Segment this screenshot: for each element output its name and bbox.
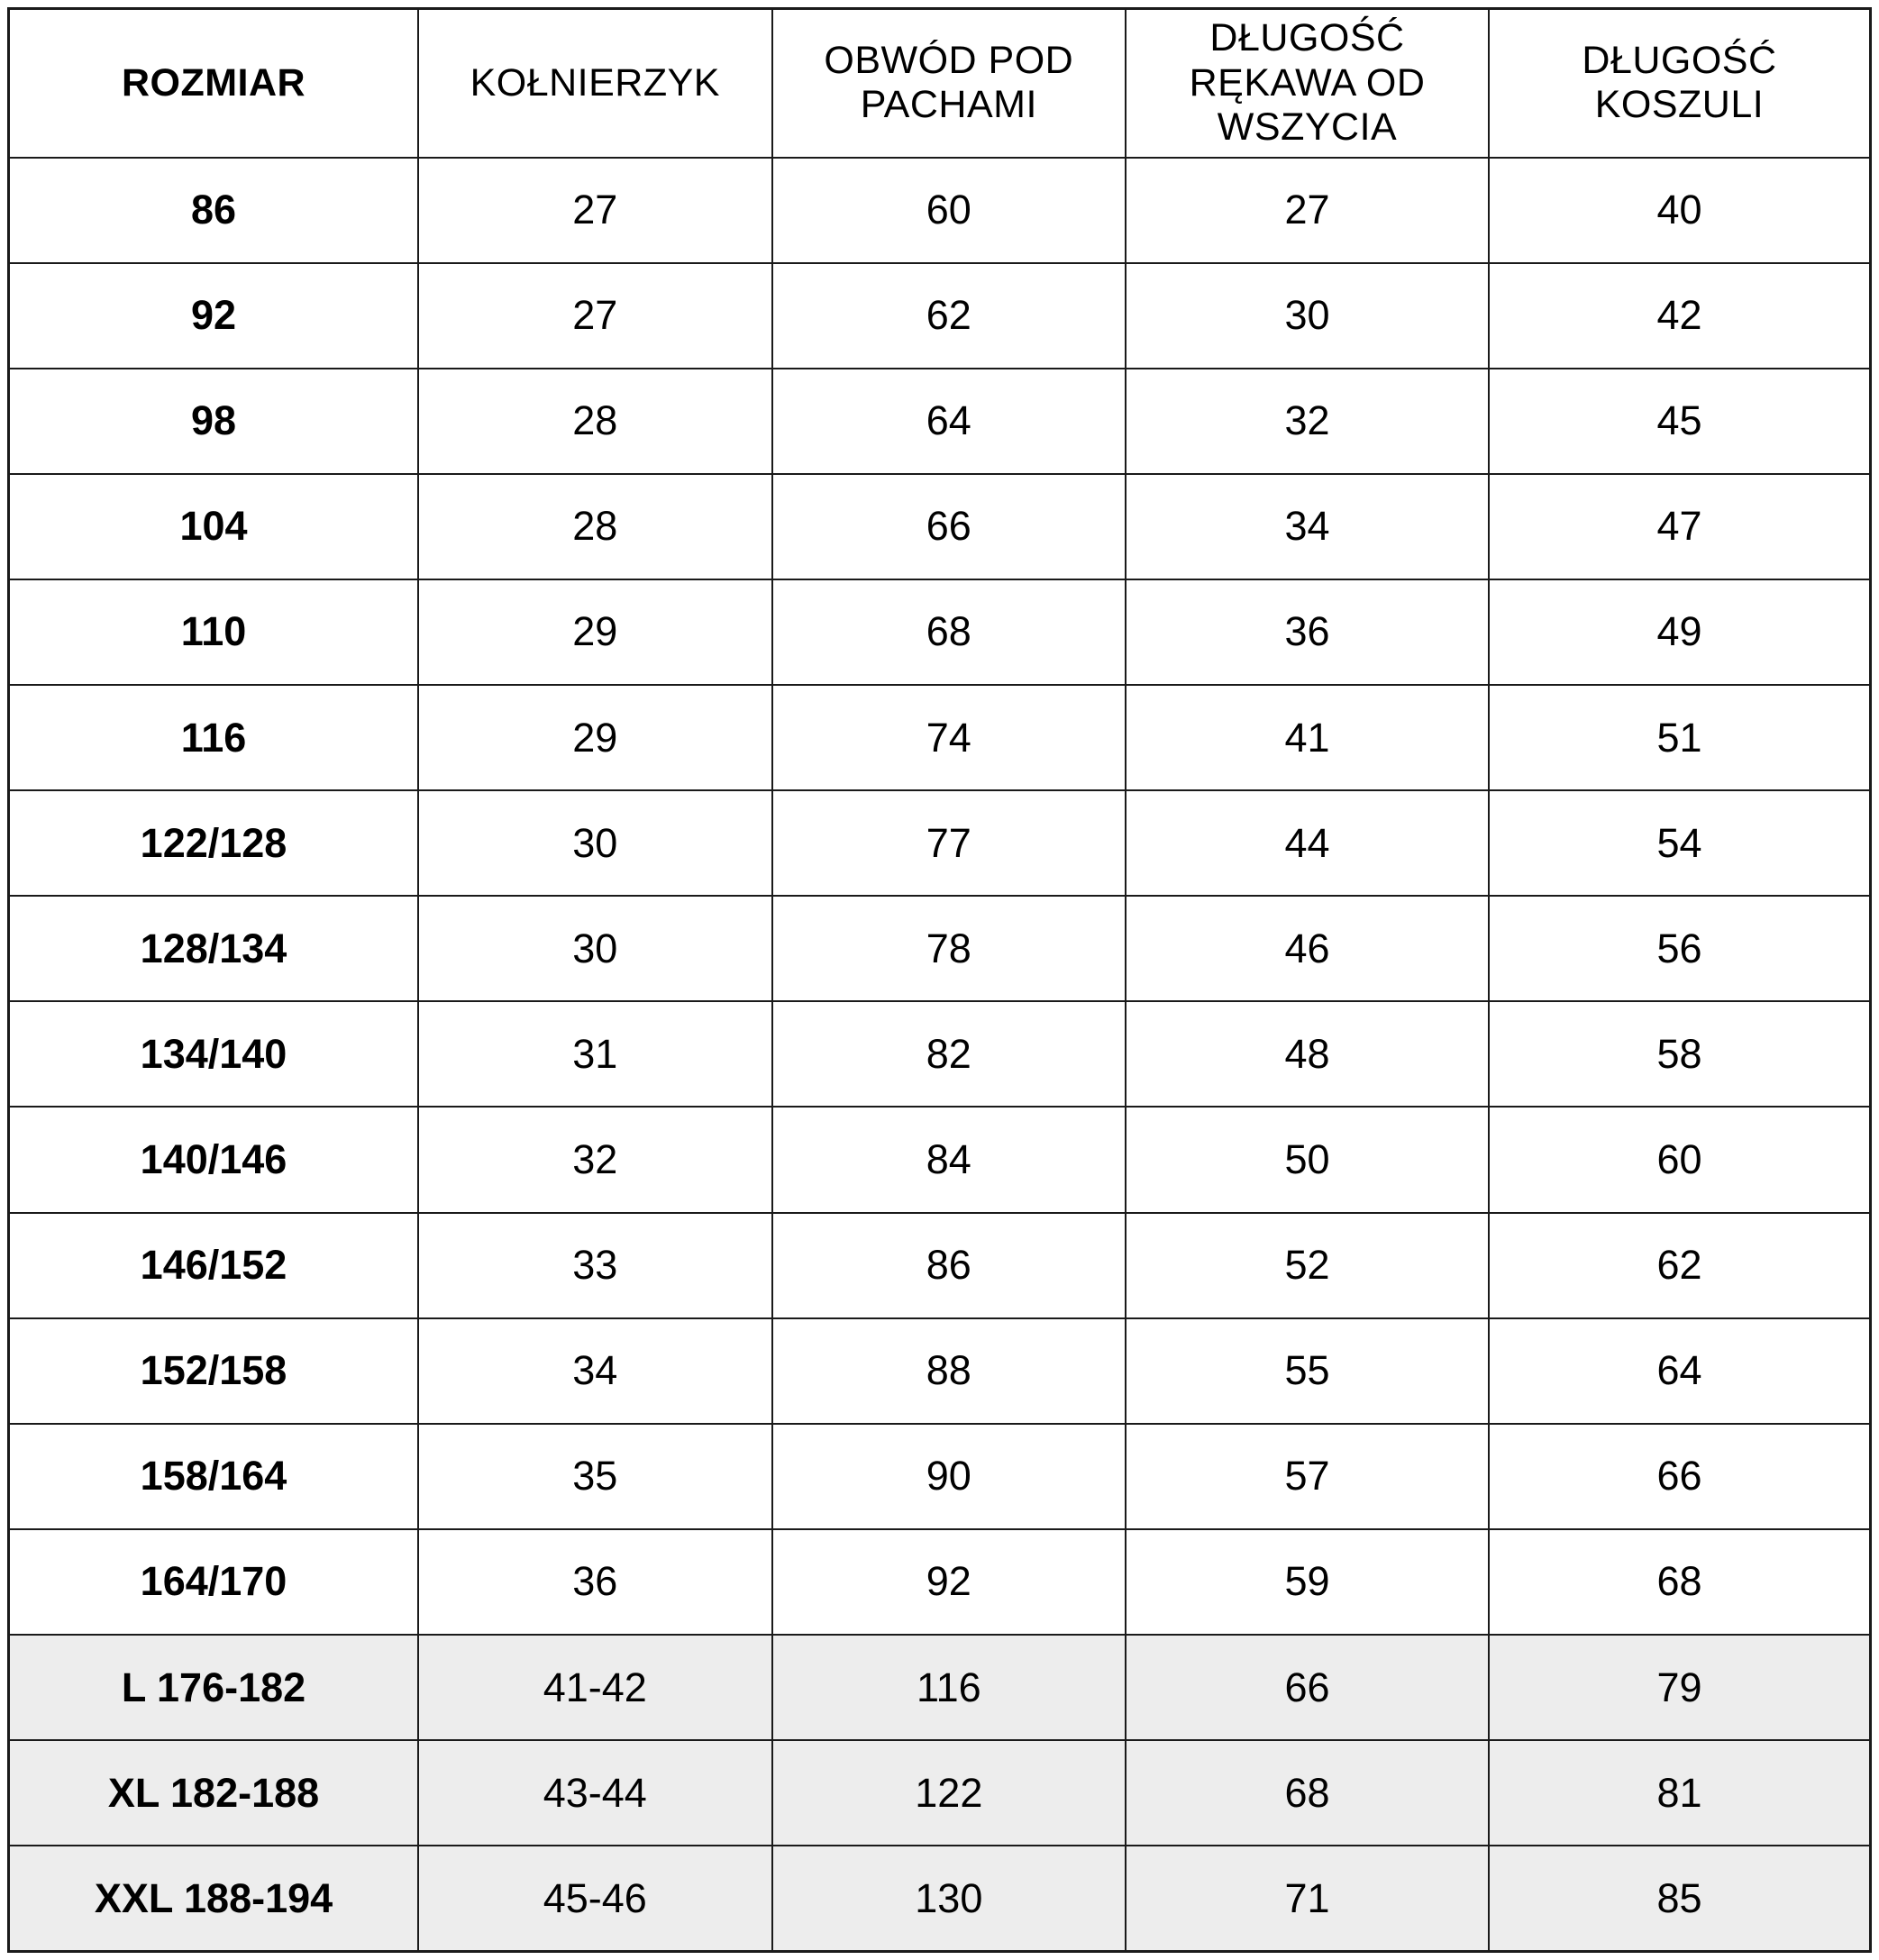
- value-cell: 30: [418, 896, 772, 1001]
- value-cell: 122: [772, 1740, 1126, 1846]
- size-cell: 116: [9, 685, 419, 790]
- value-cell: 78: [772, 896, 1126, 1001]
- size-cell: 122/128: [9, 790, 419, 896]
- value-cell: 52: [1126, 1213, 1489, 1318]
- table-row: [9, 790, 1871, 896]
- value-cell: 64: [772, 369, 1126, 474]
- value-cell: 34: [1126, 474, 1489, 579]
- value-cell: 50: [1126, 1107, 1489, 1212]
- value-cell: 32: [418, 1107, 772, 1212]
- size-cell: XXL 188-194: [9, 1846, 419, 1951]
- value-cell: 56: [1489, 896, 1871, 1001]
- size-cell: 164/170: [9, 1529, 419, 1635]
- value-cell: 57: [1126, 1424, 1489, 1529]
- value-cell: 45-46: [418, 1846, 772, 1951]
- value-cell: 59: [1126, 1529, 1489, 1635]
- column-header-3: DŁUGOŚĆ RĘKAWA OD WSZYCIA: [1126, 9, 1489, 158]
- value-cell: 35: [418, 1424, 772, 1529]
- value-cell: 27: [418, 263, 772, 369]
- value-cell: 62: [1489, 1213, 1871, 1318]
- size-cell: 140/146: [9, 1107, 419, 1212]
- value-cell: 46: [1126, 896, 1489, 1001]
- size-cell: 92: [9, 263, 419, 369]
- value-cell: 116: [772, 1635, 1126, 1740]
- value-cell: 32: [1126, 369, 1489, 474]
- value-cell: 42: [1489, 263, 1871, 369]
- value-cell: 31: [418, 1001, 772, 1107]
- value-cell: 41-42: [418, 1635, 772, 1740]
- table-row: [9, 158, 1871, 263]
- value-cell: 64: [1489, 1318, 1871, 1424]
- value-cell: 27: [418, 158, 772, 263]
- value-cell: 88: [772, 1318, 1126, 1424]
- table-row: [9, 1529, 1871, 1635]
- value-cell: 29: [418, 685, 772, 790]
- table-row: [9, 1107, 1871, 1212]
- size-cell: 128/134: [9, 896, 419, 1001]
- table-row: [9, 1213, 1871, 1318]
- size-cell: 86: [9, 158, 419, 263]
- value-cell: 74: [772, 685, 1126, 790]
- size-cell: 158/164: [9, 1424, 419, 1529]
- table-row: [9, 1635, 1871, 1740]
- value-cell: 90: [772, 1424, 1126, 1529]
- table-body: [9, 158, 1871, 1952]
- table-row: [9, 1001, 1871, 1107]
- header-row: [9, 9, 1871, 158]
- value-cell: 71: [1126, 1846, 1489, 1951]
- value-cell: 79: [1489, 1635, 1871, 1740]
- table-row: [9, 369, 1871, 474]
- value-cell: 85: [1489, 1846, 1871, 1951]
- value-cell: 82: [772, 1001, 1126, 1107]
- value-cell: 48: [1126, 1001, 1489, 1107]
- value-cell: 40: [1489, 158, 1871, 263]
- size-cell: 98: [9, 369, 419, 474]
- value-cell: 84: [772, 1107, 1126, 1212]
- value-cell: 29: [418, 579, 772, 685]
- size-cell: L 176-182: [9, 1635, 419, 1740]
- column-header-1: KOŁNIERZYK: [418, 9, 772, 158]
- table-row: [9, 474, 1871, 579]
- value-cell: 130: [772, 1846, 1126, 1951]
- value-cell: 34: [418, 1318, 772, 1424]
- value-cell: 66: [772, 474, 1126, 579]
- value-cell: 36: [1126, 579, 1489, 685]
- value-cell: 36: [418, 1529, 772, 1635]
- value-cell: 30: [418, 790, 772, 896]
- value-cell: 77: [772, 790, 1126, 896]
- size-cell: 152/158: [9, 1318, 419, 1424]
- value-cell: 68: [1126, 1740, 1489, 1846]
- value-cell: 47: [1489, 474, 1871, 579]
- value-cell: 33: [418, 1213, 772, 1318]
- table-row: [9, 896, 1871, 1001]
- table-row: [9, 263, 1871, 369]
- value-cell: 58: [1489, 1001, 1871, 1107]
- size-cell: 104: [9, 474, 419, 579]
- value-cell: 28: [418, 369, 772, 474]
- value-cell: 30: [1126, 263, 1489, 369]
- value-cell: 62: [772, 263, 1126, 369]
- column-header-4: DŁUGOŚĆ KOSZULI: [1489, 9, 1871, 158]
- value-cell: 60: [772, 158, 1126, 263]
- value-cell: 49: [1489, 579, 1871, 685]
- table-row: [9, 685, 1871, 790]
- value-cell: 41: [1126, 685, 1489, 790]
- size-cell: 134/140: [9, 1001, 419, 1107]
- value-cell: 86: [772, 1213, 1126, 1318]
- size-cell: 110: [9, 579, 419, 685]
- value-cell: 54: [1489, 790, 1871, 896]
- value-cell: 92: [772, 1529, 1126, 1635]
- table-row: [9, 1846, 1871, 1951]
- column-header-0: ROZMIAR: [9, 9, 419, 158]
- value-cell: 28: [418, 474, 772, 579]
- value-cell: 55: [1126, 1318, 1489, 1424]
- table-row: [9, 1424, 1871, 1529]
- value-cell: 66: [1489, 1424, 1871, 1529]
- value-cell: 60: [1489, 1107, 1871, 1212]
- value-cell: 27: [1126, 158, 1489, 263]
- size-cell: 146/152: [9, 1213, 419, 1318]
- table-row: [9, 579, 1871, 685]
- value-cell: 68: [1489, 1529, 1871, 1635]
- size-cell: XL 182-188: [9, 1740, 419, 1846]
- value-cell: 66: [1126, 1635, 1489, 1740]
- value-cell: 43-44: [418, 1740, 772, 1846]
- value-cell: 44: [1126, 790, 1489, 896]
- column-header-2: OBWÓD POD PACHAMI: [772, 9, 1126, 158]
- value-cell: 81: [1489, 1740, 1871, 1846]
- value-cell: 68: [772, 579, 1126, 685]
- table-row: [9, 1740, 1871, 1846]
- table-row: [9, 1318, 1871, 1424]
- value-cell: 51: [1489, 685, 1871, 790]
- value-cell: 45: [1489, 369, 1871, 474]
- size-chart-table: [7, 7, 1872, 1953]
